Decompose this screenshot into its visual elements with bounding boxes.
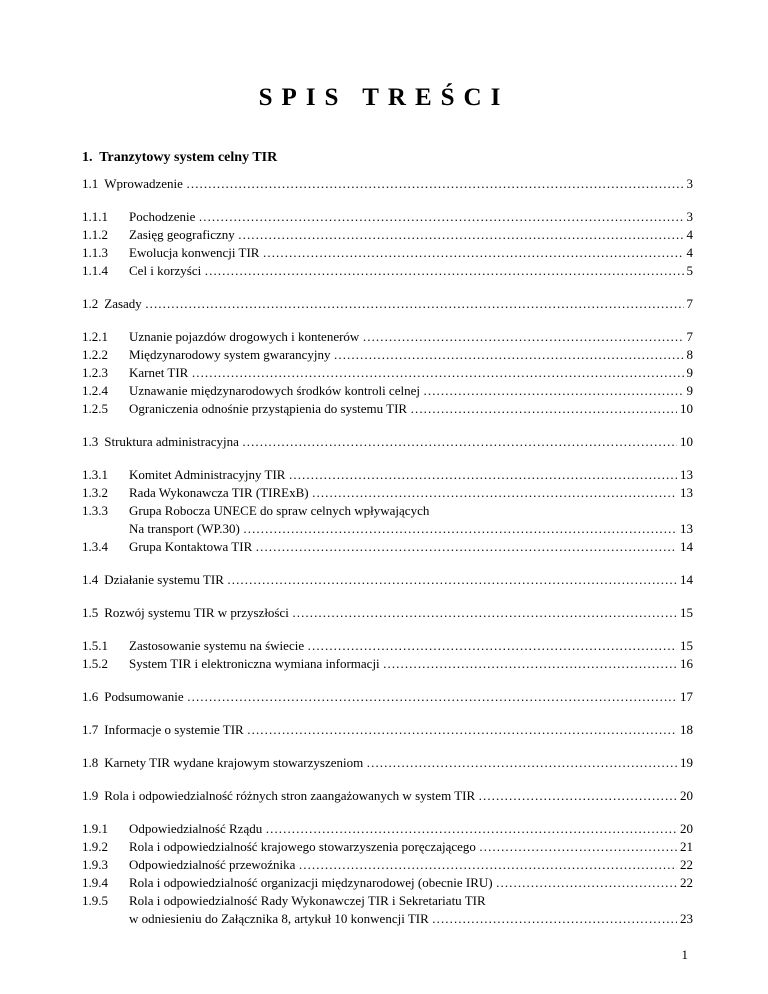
toc-entry-title: Działanie systemu TIR [104,572,224,587]
toc-entry-page: 20 [680,788,693,803]
toc-entry-title: Ograniczenia odnośnie przystąpienia do systemu TIR [129,401,408,416]
toc-entry-number: 1.6 [82,689,99,704]
toc-entry-number: 1.7 [82,722,99,737]
toc-entry-number: 1.9.3 [82,857,108,872]
toc-dot-leader [479,839,677,855]
toc-entry-number: 1.9.4 [82,875,108,890]
toc-entry[interactable] [82,572,693,590]
toc-entry[interactable] [82,755,693,773]
toc-entry-number: 1.3.3 [82,503,108,518]
toc-entry-page: 22 [680,875,693,890]
toc-entry-page: 7 [686,296,693,311]
toc-entry-page: 20 [680,821,693,836]
toc-entry[interactable] [82,656,693,674]
toc-dot-leader [187,689,677,705]
toc-entry-title: Zasięg geograficzny [129,227,235,242]
chapter-heading [82,150,277,166]
toc-dot-leader [496,875,677,891]
toc-entry[interactable] [82,638,693,656]
toc-dot-leader [227,572,677,588]
toc-entry-title: Odpowiedzialność przewoźnika [129,857,296,872]
toc-entry[interactable] [82,347,693,365]
toc-entry-number: 1.3 [82,434,99,449]
toc-dot-leader [265,821,677,837]
toc-entry-title: Międzynarodowy system gwarancyjny [129,347,331,362]
toc-entry-number: 1.9 [82,788,99,803]
toc-entry-page: 14 [680,572,693,587]
toc-entry-number: 1.2.2 [82,347,108,362]
toc-entry-page: 7 [686,329,693,344]
toc-entry-title: Uznanie pojazdów drogowych i kontenerów [129,329,360,344]
toc-entry[interactable] [82,467,693,485]
toc-entry-title: Rola i odpowiedzialność Rady Wykonawczej TIR i Sekretariatu TIR [129,893,486,908]
toc-entry[interactable] [82,689,693,707]
toc-entry[interactable] [82,245,693,263]
toc-dot-leader [243,521,677,537]
toc-entry-page: 4 [686,227,693,242]
toc-entry-page: 13 [680,467,693,482]
toc-entry-page: 15 [680,605,693,620]
toc-entry[interactable] [82,605,693,623]
toc-dot-leader [298,857,677,873]
toc-dot-leader [204,263,683,279]
toc-entry[interactable] [82,539,693,557]
toc-entry-number: 1.2.1 [82,329,108,344]
toc-entry-number: 1.3.4 [82,539,108,554]
toc-entry-title: Zastosowanie systemu na świecie [129,638,305,653]
toc-dot-leader [198,209,683,225]
toc-dot-leader [145,296,684,312]
toc-entry-title: Informacje o systemie TIR [104,722,244,737]
toc-entry-title: Rozwój systemu TIR w przyszłości [104,605,289,620]
page-number: 1 [681,947,688,962]
toc-entry-title: System TIR i elektroniczna wymiana informacji [129,656,380,671]
toc-entry-title: Rola i odpowiedzialność krajowego stowarzyszenia poręczającego [129,839,476,854]
toc-entry-page: 13 [680,521,693,536]
toc-entry-page: 3 [686,209,693,224]
toc-entry-page: 8 [686,347,693,362]
toc-dot-leader [255,539,677,555]
toc-entry-title: Rola i odpowiedzialność organizacji międzynarodowej (obecnie IRU) [129,875,493,890]
toc-entry[interactable] [82,329,693,347]
toc-entry[interactable] [82,365,693,383]
toc-dot-leader [333,347,683,363]
toc-dot-leader [423,383,684,399]
toc-entry[interactable] [82,521,693,539]
toc-entry[interactable] [82,857,693,875]
toc-entry-title: Zasady [104,296,142,311]
toc-dot-leader [410,401,677,417]
toc-entry[interactable] [82,911,693,929]
toc-entry-page: 16 [680,656,693,671]
toc-entry[interactable] [82,209,693,227]
toc-entry-title: w odniesieniu do Załącznika 8, artykuł 10 konwencji TIR [129,911,429,926]
toc-entry[interactable] [82,893,693,911]
toc-entry-title: Rada Wykonawcza TIR (TIRExB) [129,485,309,500]
toc-entry-number: 1.8 [82,755,99,770]
chapter-number: 1. [82,150,93,165]
toc-entry-page: 21 [680,839,693,854]
toc-entry-number: 1.2.5 [82,401,108,416]
toc-entry[interactable] [82,401,693,419]
toc-entry-page: 15 [680,638,693,653]
toc-entry-page: 5 [686,263,693,278]
toc-entry-page: 18 [680,722,693,737]
toc-dot-leader [307,638,677,654]
toc-entry-number: 1.4 [82,572,99,587]
toc-entry-number: 1.2 [82,296,99,311]
toc-entry-page: 14 [680,539,693,554]
toc-dot-leader [288,467,677,483]
toc-entry-number: 1.5 [82,605,99,620]
toc-entry[interactable] [82,296,693,314]
toc-dot-leader [262,245,683,261]
toc-dot-leader [478,788,677,804]
toc-entry-page: 17 [680,689,693,704]
toc-entry-title: Podsumowanie [104,689,184,704]
toc-entry[interactable] [82,788,693,806]
toc-dot-leader [432,911,677,927]
toc-entry-page: 19 [680,755,693,770]
toc-entry-number: 1.2.3 [82,365,108,380]
toc-entry-number: 1.9.2 [82,839,108,854]
toc-entry-title: Grupa Robocza UNECE do spraw celnych wpływających [129,503,430,518]
toc-entry-title: Grupa Kontaktowa TIR [129,539,253,554]
toc-entry-page: 9 [686,365,693,380]
toc-entry[interactable] [82,227,693,245]
toc-entry-page: 10 [680,434,693,449]
toc-entry-title: Odpowiedzialność Rządu [129,821,263,836]
toc-entry[interactable] [82,821,693,839]
toc-entry-number: 1.5.1 [82,638,108,653]
toc-entry-number: 1.9.5 [82,893,108,908]
toc-entry-title: Na transport (WP.30) [129,521,240,536]
toc-entry[interactable] [82,485,693,503]
toc-dot-leader [383,656,677,672]
toc-entry[interactable] [82,176,693,194]
toc-entry-number: 1.3.1 [82,467,108,482]
toc-entry-number: 1.1 [82,176,99,191]
toc-entry[interactable] [82,839,693,857]
toc-entry[interactable] [82,434,693,452]
toc-entry-title: Pochodzenie [129,209,196,224]
toc-entry-title: Struktura administracyjna [104,434,239,449]
toc-dot-leader [292,605,677,621]
toc-entry[interactable] [82,722,693,740]
toc-dot-leader [191,365,683,381]
toc-dot-leader [242,434,677,450]
toc-dot-leader [186,176,684,192]
toc-entry-title: Karnety TIR wydane krajowym stowarzyszeniom [104,755,364,770]
toc-entry-number: 1.3.2 [82,485,108,500]
toc-entry[interactable] [82,383,693,401]
page-title: SPIS TREŚCI [258,84,510,111]
toc-entry[interactable] [82,503,693,521]
toc-entry-number: 1.1.3 [82,245,108,260]
toc-entry-title: Wprowadzenie [104,176,183,191]
toc-entry-title: Rola i odpowiedzialność różnych stron zaangażowanych w system TIR [104,788,476,803]
toc-dot-leader [362,329,683,345]
toc-entry-page: 3 [686,176,693,191]
toc-entry-page: 10 [680,401,693,416]
toc-entry-title: Karnet TIR [129,365,189,380]
toc-entry-page: 9 [686,383,693,398]
toc-entry[interactable] [82,875,693,893]
toc-entry-number: 1.2.4 [82,383,108,398]
toc-entry-title: Cel i korzyści [129,263,202,278]
toc-entry-number: 1.9.1 [82,821,108,836]
toc-entry-title: Ewolucja konwencji TIR [129,245,260,260]
toc-entry-page: 23 [680,911,693,926]
toc-entry-number: 1.1.1 [82,209,108,224]
toc-entry-number: 1.1.2 [82,227,108,242]
toc-entry-number: 1.1.4 [82,263,108,278]
toc-entry-page: 4 [686,245,693,260]
toc-dot-leader [312,485,677,501]
toc-entry-number: 1.5.2 [82,656,108,671]
chapter-title: Tranzytowy system celny TIR [99,150,278,165]
toc-entry-title: Uznawanie międzynarodowych środków kontroli celnej [129,383,420,398]
toc-entry-title: Komitet Administracyjny TIR [129,467,286,482]
toc-dot-leader [238,227,684,243]
toc-dot-leader [366,755,677,771]
toc-entry-page: 22 [680,857,693,872]
toc-entry-page: 13 [680,485,693,500]
toc-dot-leader [247,722,677,738]
toc-entry[interactable] [82,263,693,281]
